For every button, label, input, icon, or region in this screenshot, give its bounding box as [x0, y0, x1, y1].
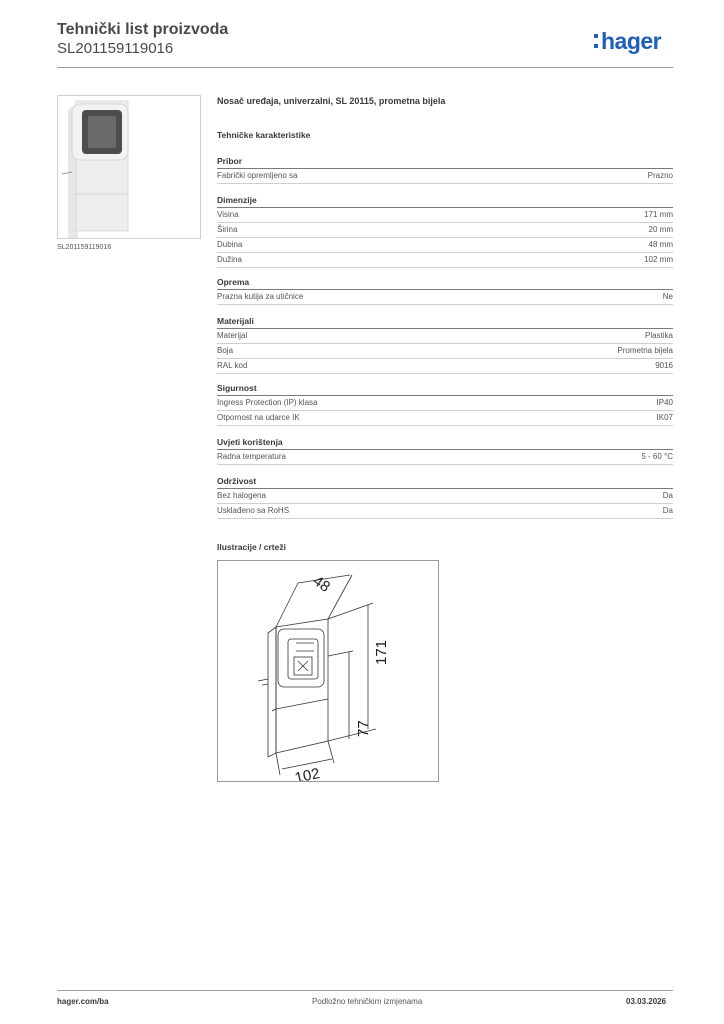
- spec-label: Usklađeno sa RoHS: [217, 506, 290, 515]
- section-materijali: [217, 315, 673, 374]
- dimension-drawing: [218, 561, 438, 781]
- dim-height-label: 171: [373, 639, 390, 665]
- spec-row: [217, 223, 673, 238]
- dim-lower-label: 77: [355, 720, 372, 737]
- illustrations-heading: Ilustracije / crteži: [217, 542, 286, 552]
- spec-label: Boja: [217, 346, 234, 355]
- footer-disclaimer: Podložno tehničkim izmjenama: [312, 997, 423, 1006]
- section-uvjeti-koristenja: [217, 436, 673, 465]
- tech-characteristics-heading: Tehničke karakteristike: [217, 130, 311, 140]
- spec-value: 48 mm: [648, 240, 673, 249]
- product-name: Nosač uređaja, univerzalni, SL 20115, prometna bijela: [217, 96, 446, 106]
- spec-value: Da: [662, 506, 673, 515]
- spec-value: IP40: [656, 398, 673, 407]
- product-code: SL201159119016: [57, 40, 174, 57]
- spec-row: [217, 329, 673, 344]
- spec-value: Prometna bijela: [617, 346, 673, 355]
- spec-value: 171 mm: [644, 210, 673, 219]
- logo-text: hager: [601, 28, 662, 54]
- section-title: Materijali: [217, 315, 673, 329]
- spec-label: Prazna kutija za utičnice: [217, 292, 304, 301]
- spec-row: [217, 411, 673, 426]
- section-title: Pribor: [217, 155, 673, 169]
- spec-label: Materijal: [217, 331, 248, 340]
- section-title: Oprema: [217, 276, 673, 290]
- spec-label: Ingress Protection (IP) klasa: [217, 398, 318, 407]
- spec-value: IK07: [656, 413, 673, 422]
- thumbnail-caption: SL201159119016: [57, 244, 112, 251]
- spec-label: Radna temperatura: [217, 452, 286, 461]
- footer-divider: [57, 990, 673, 991]
- spec-value: Prazno: [647, 171, 673, 180]
- product-photo-image: [58, 96, 200, 238]
- spec-label: RAL kod: [217, 361, 248, 370]
- section-title: Uvjeti korištenja: [217, 436, 673, 450]
- technical-drawing: [217, 560, 439, 782]
- spec-value: Plastika: [644, 331, 673, 340]
- spec-row: [217, 238, 673, 253]
- section-pribor: [217, 155, 673, 184]
- spec-label: Bez halogena: [217, 491, 266, 500]
- spec-label: Dužina: [217, 255, 242, 264]
- spec-label: Fabrički opremljeno sa: [217, 171, 298, 180]
- spec-label: Dubina: [217, 240, 243, 249]
- spec-row: [217, 253, 673, 268]
- spec-value: Ne: [662, 292, 673, 301]
- spec-row: [217, 359, 673, 374]
- spec-value: Da: [662, 491, 673, 500]
- spec-value: 5 - 60 °C: [641, 452, 673, 461]
- section-oprema: [217, 276, 673, 305]
- section-title: Održivost: [217, 475, 673, 489]
- product-photo: [57, 95, 201, 239]
- spec-row: [217, 396, 673, 411]
- logo-dots-icon: [594, 28, 599, 51]
- hager-logo[interactable]: [594, 28, 661, 55]
- dim-length-label: 102: [293, 765, 322, 781]
- spec-label: Otpornost na udarce IK: [217, 413, 300, 422]
- spec-label: Visina: [217, 210, 239, 219]
- spec-value: 102 mm: [644, 255, 673, 264]
- header-divider: [57, 67, 673, 68]
- footer-date: 03.03.2026: [626, 997, 667, 1006]
- section-sigurnost: [217, 382, 673, 426]
- document-title: Tehnički list proizvoda: [57, 21, 229, 38]
- spec-row: [217, 489, 673, 504]
- spec-value: 20 mm: [648, 225, 673, 234]
- section-title: Dimenzije: [217, 194, 673, 208]
- dim-depth-label: 48: [309, 572, 334, 596]
- spec-row: [217, 504, 673, 519]
- spec-row: [217, 290, 673, 305]
- footer-website-link[interactable]: hager.com/ba: [57, 997, 109, 1006]
- section-title: Sigurnost: [217, 382, 673, 396]
- spec-row: [217, 344, 673, 359]
- section-odrzivost: [217, 475, 673, 519]
- spec-label: Širina: [217, 225, 238, 234]
- section-dimenzije: [217, 194, 673, 268]
- spec-value: 9016: [655, 361, 673, 370]
- spec-row: [217, 450, 673, 465]
- spec-row: [217, 208, 673, 223]
- spec-row: [217, 169, 673, 184]
